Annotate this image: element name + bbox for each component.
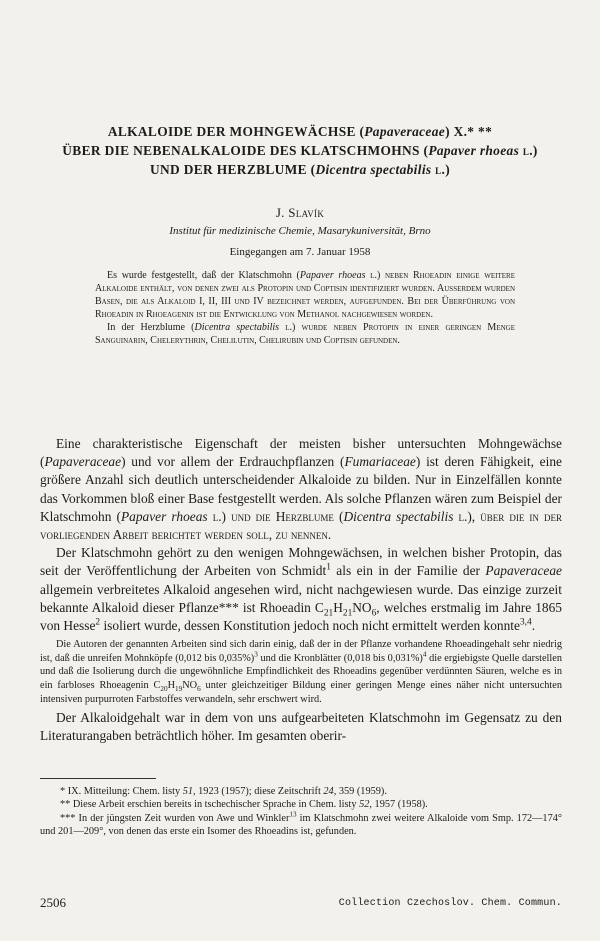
text-run-italic: Dicentra spectabilis bbox=[343, 508, 454, 524]
text-run-italic: Dicentra spectabilis bbox=[194, 321, 280, 333]
reference-mark: 3,4 bbox=[519, 617, 532, 628]
footnote-divider bbox=[40, 778, 156, 779]
body-text bbox=[40, 435, 562, 746]
text-run: l.), über die in der vorliegenden Arbeit berichtet werden soll, zu nennen. bbox=[40, 508, 562, 543]
body-paragraph: Der Alkaloidgehalt war in dem von uns aufgearbeiteten Klatschmohn im Gegensatz zu den Literaturangaben beträchtlich höher. Im gesamten oberir- bbox=[40, 710, 562, 744]
formula-subscript: 6 bbox=[371, 608, 377, 619]
text-run: Die Autoren der genannten Arbeiten sind sich darin einig, daß der in der Pflanze vorhandene Rhoeadingehalt sehr niedrig ist, daß die unreifen Mohnköpfe (0,012 bis 0,035%) bbox=[40, 639, 562, 664]
text-run: , welches erstmalig im Jahre 1865 von Hesse bbox=[40, 599, 562, 634]
title-line-2 bbox=[40, 141, 560, 160]
text-run: im Klatschmohn zwei weitere Alkaloide vom Smp. 172—174° und 201—209°, von denen das erste ein Isomer des Rhoeadins ist, gefunden. bbox=[40, 812, 562, 838]
footnote bbox=[40, 798, 562, 811]
title-italic: Dicentra spectabilis bbox=[315, 162, 432, 177]
footnote bbox=[40, 812, 562, 839]
text-run: , 359 (1959). bbox=[333, 786, 387, 797]
abstract-paragraph bbox=[95, 322, 515, 348]
author-affiliation: Institut für medizinische Chemie, Masarykuniversität, Brno bbox=[169, 225, 431, 237]
text-run: H bbox=[167, 680, 175, 692]
text-run: Der Klatschmohn gehört zu den wenigen Mohngewächsen, in welchen bisher Protopin, das seit der Veröffentlichung der Arbeiten von Schmidt bbox=[40, 545, 562, 579]
text-run: NO bbox=[182, 680, 198, 692]
text-run-italic: Papaver rhoeas bbox=[299, 270, 366, 281]
title-line-1 bbox=[40, 122, 560, 141]
reference-mark: 4 bbox=[422, 650, 427, 659]
author-name: J. Slavík bbox=[275, 205, 325, 220]
text-run-italic: Papaver rhoeas bbox=[120, 508, 208, 524]
text-run: isoliert wurde, dessen Konstitution jedoch noch nicht ermittelt werden konnte bbox=[100, 618, 520, 634]
formula-subscript: 6 bbox=[197, 685, 201, 694]
reference-mark: 1 bbox=[326, 562, 331, 573]
page-number: 2506 bbox=[40, 895, 66, 910]
reference-mark: 13 bbox=[289, 810, 297, 819]
text-run-italic: Papaveraceae bbox=[485, 563, 562, 579]
reference-mark: 3 bbox=[254, 650, 258, 659]
formula-subscript: 21 bbox=[323, 608, 334, 619]
text-run: * IX. Mitteilung: Chem. listy bbox=[60, 786, 183, 797]
footnote bbox=[40, 785, 562, 798]
text-run: . bbox=[531, 618, 536, 634]
formula-subscript: 20 bbox=[160, 685, 168, 694]
text-run: ) ist deren Fähigkeit, eine größere Anzahl sich deutlich unterscheidender Alkaloide zu bilden. Nur in Einzelfällen konnte das Vorkommen bloß einer Base festgestellt werden. Als solche Pflanzen wären zum Beispiel der Klatschmohn ( bbox=[40, 454, 562, 524]
title-text: ) X.* ** bbox=[445, 124, 493, 139]
reference-mark: 2 bbox=[95, 617, 101, 628]
text-run: l.) wurde neben Protopin in einer geringen Menge Sanguinarin, Chelerythrin, Chelilutin, Chelirubin und Coptisin gefunden. bbox=[95, 321, 515, 346]
text-run: *** In der jüngsten Zeit wurden von Awe und Winkler bbox=[60, 812, 290, 824]
body-paragraph bbox=[40, 544, 562, 635]
title-line-3 bbox=[40, 160, 560, 179]
article-title bbox=[40, 122, 560, 179]
formula-subscript: 21 bbox=[342, 608, 353, 619]
abstract bbox=[95, 270, 515, 347]
text-run: und die Kronblätter (0,018 bis 0,031%) bbox=[257, 652, 423, 664]
text-run: l.) neben Rhoeadin einige weitere Alkaloide enthält, von denen zwei als Protopin und Coptisin identifiziert wurden. Außerdem wurden Basen, die als Alkaloid I, II, III und IV bezeichnet werden, aufgefunden. Bei der Überführung von Rhoeadin in Rhoeagenin ist die Entwicklung von Methanol nachgewiesen worden. bbox=[95, 270, 515, 320]
text-run: die ergiebigste Quelle darstellen und daß die Isolierung durch die ungewöhnliche Empfindlichkeit des Rhoeadins gegenüber verdünnten Säuren, welche es in ein farbloses Rhoeagenin C bbox=[40, 652, 562, 692]
text-run-italic: Fumariaceae bbox=[344, 454, 416, 470]
text-run: NO bbox=[352, 599, 372, 615]
received-date: Eingegangen am 7. Januar 1958 bbox=[229, 246, 371, 258]
footnotes bbox=[40, 785, 562, 839]
title-text: ÜBER DIE NEBENALKALOIDE DES KLATSCHMOHNS ( bbox=[62, 143, 429, 158]
text-run: Eine charakteristische Eigenschaft der meisten bisher untersuchten Mohngewächse ( bbox=[40, 436, 562, 470]
text-run: als ein in der Familie der bbox=[330, 563, 486, 579]
text-run-italic: 51 bbox=[182, 786, 193, 797]
text-run-italic: Papaveraceae bbox=[44, 454, 122, 470]
text-run-italic: 24 bbox=[323, 786, 334, 797]
body-paragraph bbox=[40, 435, 562, 544]
title-italic: Papaveraceae bbox=[364, 124, 446, 139]
text-run: Es wurde festgestellt, daß der Klatschmohn ( bbox=[107, 270, 300, 281]
text-run: allgemein verbreitetes Alkaloid angesehen wird, nicht nachgewiesen wurde. Das einzige zurzeit bekannte Alkaloid dieser Pflanze*** ist Rhoeadin C bbox=[40, 581, 562, 615]
text-run: , 1957 (1958). bbox=[369, 799, 428, 811]
body-paragraph-small bbox=[40, 638, 562, 706]
text-run: , 1923 (1957); diese Zeitschrift bbox=[193, 786, 324, 797]
text-run: ** Diese Arbeit erschien bereits in tschechischer Sprache in Chem. listy bbox=[60, 799, 360, 811]
journal-name: Collection Czechoslov. Chem. Commun. bbox=[338, 898, 562, 909]
text-run: ) und vor allem der Erdrauchpflanzen ( bbox=[121, 454, 345, 470]
title-text: l.) bbox=[519, 143, 538, 158]
abstract-paragraph bbox=[95, 270, 515, 322]
title-text: ALKALOIDE DER MOHNGEWÄCHSE ( bbox=[107, 124, 365, 139]
title-italic: Papaver rhoeas bbox=[428, 143, 520, 158]
text-run: l.) und die Herzblume ( bbox=[207, 508, 344, 524]
text-run-italic: 52 bbox=[359, 799, 370, 811]
text-run: H bbox=[333, 599, 343, 615]
formula-subscript: 19 bbox=[175, 685, 183, 694]
title-text: l.) bbox=[431, 162, 451, 177]
text-run: unter gleichzeitiger Bildung einer geringen Menge eines näher nicht untersuchten intensiven purpurroten Farbstoffes verwandeln, sehr erschwert wird. bbox=[40, 680, 562, 705]
text-run: In der Herzblume ( bbox=[107, 321, 195, 333]
title-text: UND DER HERZBLUME ( bbox=[149, 162, 316, 177]
